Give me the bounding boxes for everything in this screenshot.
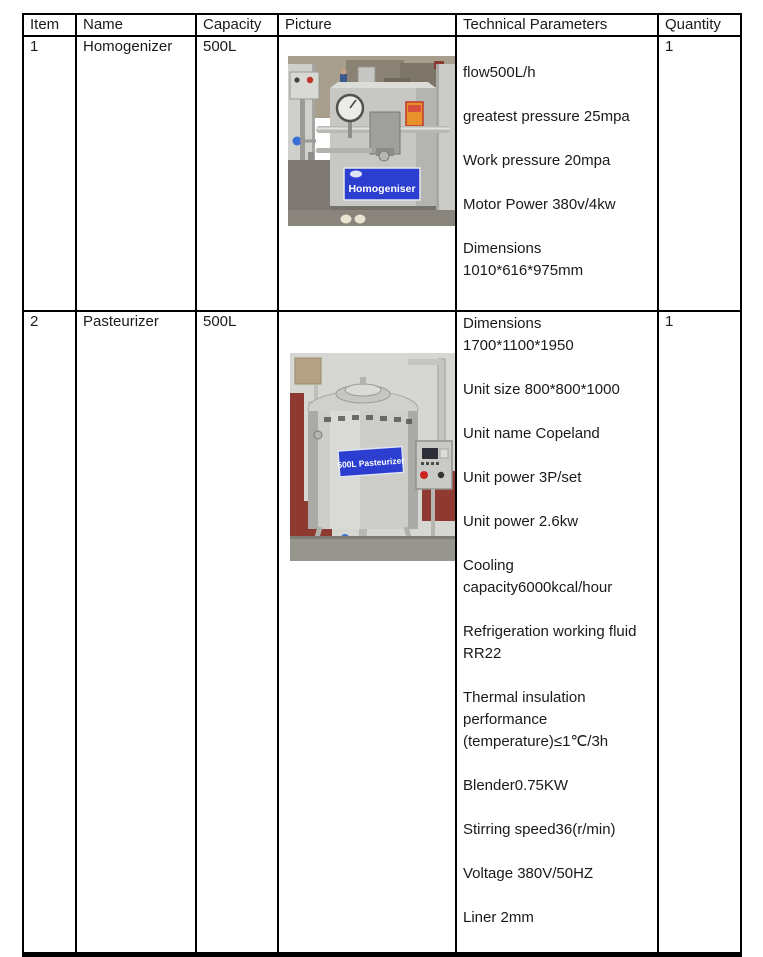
pasteurizer-nameplate-label: 500L Pasteurizer — [336, 455, 405, 471]
col-header-item: Item — [23, 14, 76, 36]
parameter: Stirring speed36(r/min) — [463, 821, 616, 838]
equipment-table — [22, 13, 742, 957]
item-cell: 2 — [23, 311, 76, 955]
parameter: Thermal insulation performance (temperature)≤1℃/3h — [463, 689, 609, 750]
quantity-cell: 1 — [658, 311, 741, 955]
name-cell: Homogenizer — [76, 36, 196, 311]
picture-cell — [278, 311, 456, 955]
parameter: Unit name Copeland — [463, 425, 600, 442]
parameter: Liner 2mm — [463, 909, 534, 926]
name-cell: Pasteurizer — [76, 311, 196, 955]
header-row — [23, 14, 741, 36]
table-row-homogenizer — [23, 36, 741, 311]
parameter-list — [463, 38, 651, 282]
parameter: Refrigeration working fluid RR22 — [463, 623, 637, 662]
parameter: flow500L/h — [463, 64, 536, 81]
parameter: Unit power 2.6kw — [463, 513, 579, 530]
col-header-capacity: Capacity — [196, 14, 278, 36]
parameter: Dimensions 1700*1100*1950 — [463, 315, 574, 354]
homogeniser-nameplate-label: Homogeniser — [348, 183, 416, 195]
capacity-cell: 500L — [196, 36, 278, 311]
parameter: Cooling capacity6000kcal/hour — [463, 557, 613, 596]
parameter: Blender0.75KW — [463, 777, 569, 794]
parameter: Motor Power 380v/4kw — [463, 196, 616, 213]
item-cell: 1 — [23, 36, 76, 311]
parameter: Unit power 3P/set — [463, 469, 582, 486]
homogenizer-photo — [288, 56, 455, 226]
parameter: greatest pressure 25mpa — [463, 108, 630, 125]
col-header-technical-parameters: Technical Parameters — [456, 14, 658, 36]
pasteurizer-photo — [290, 353, 455, 561]
col-header-quantity: Quantity — [658, 14, 741, 36]
parameter: Dimensions 1010*616*975mm — [463, 240, 584, 279]
parameter: Work pressure 20mpa — [463, 152, 611, 169]
table-row-pasteurizer — [23, 311, 741, 955]
parameter: Unit size 800*800*1000 — [463, 381, 620, 398]
parameter: Voltage 380V/50HZ — [463, 865, 594, 882]
col-header-name: Name — [76, 14, 196, 36]
parameter-list — [463, 313, 651, 929]
picture-cell — [278, 36, 456, 311]
col-header-picture: Picture — [278, 14, 456, 36]
technical-parameters-cell — [456, 36, 658, 311]
capacity-cell: 500L — [196, 311, 278, 955]
quantity-cell: 1 — [658, 36, 741, 311]
technical-parameters-cell — [456, 311, 658, 955]
